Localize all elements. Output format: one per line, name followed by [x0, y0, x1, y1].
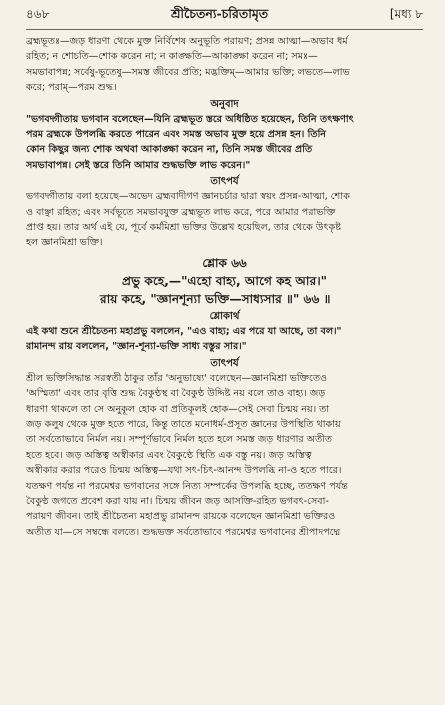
synonyms-line: সমভাবাপন্ন; সর্বেষু-ভূতেষু—সমস্ত জীবের প্রতি; মদ্ভক্তিম্—আমার ভক্তি; লভতে—লাভ [26, 66, 350, 78]
tatparya2-line: ধারণা থাকলে তা সে অনুকূল হোক বা প্রতিকূলই হোক—সেই সেবা চিন্ময় নয়। তা [26, 403, 330, 415]
tatparya-line: হল জ্ঞানমিশ্রা ভক্তি। [26, 237, 103, 249]
tatparya2-line: তা সর্বতোভাবে নির্মল নয়। সম্পূর্ণভাবে নির্মল হতে হলে সমস্ত জড় ধারণার অতীত [26, 434, 333, 446]
tatparya-line: প্রাপ্ত হয়। তার অর্থ এই যে, পূর্বে কর্মমিশ্রা ভক্তির উল্লেখ হয়েছিল, তার থেকে উৎকৃষ্ট [26, 222, 341, 234]
tatparya2-line: জড় কলুষ থেকে মুক্ত হতে পারে, কিন্তু তাতে মনোধর্ম-প্রসূত জ্ঞানের উপস্থিতি থাকায় [26, 418, 341, 430]
tatparya-heading: তাৎপর্য [210, 176, 239, 188]
anubad-line: "ভগবদ্গীতায় ভগবান বলেছেন—যিনি ব্রহ্মভূত স্তরে অধিষ্ঠিত হয়েছেন, তিনি তৎক্ষণাৎ [26, 113, 354, 125]
page-header [26, 6, 423, 30]
tatparya2-line: বৈকুণ্ঠ জগতে প্রবেশ করা যায় না। চিন্ময় জীবন জড় আসক্তি-রহিত ভগবৎ-সেবা- [26, 495, 329, 507]
tatparya2-line: শ্রীল ভক্তিসিদ্ধান্ত সরস্বতী ঠাকুর তাঁর 'অনুভাষ্যে' বলেছেন—জ্ঞানমিশ্রা ভক্তিতেও [26, 372, 328, 384]
synonyms-block [26, 34, 423, 96]
synonyms-line: করে; পরাম্—পরম শুদ্ধ। [26, 82, 117, 94]
anubad-block [26, 112, 423, 174]
tatparya2-line: হতে হবে। জড় অস্তিত্ব অস্বীকার এবং বৈকুণ্ঠে স্থিতি এক বস্তু নয়। জড় অস্তিত্ব [26, 449, 312, 461]
shloka-heading: শ্লোক ৬৬ [202, 255, 247, 270]
tatparya2-line: অতীত যা—সে সম্বন্ধে বলতে। শুদ্ধভক্ত সর্বতোভাবে পরমেশ্বর ভগবানের শ্রীপাদপদ্মে [26, 526, 341, 538]
tatparya2-line: পরায়ণ জীবন। তাই শ্রীচৈতন্য মহাপ্রভু রামানন্দ রায়কে বলেছেন জ্ঞানমিশ্রা ভক্তিরও [26, 511, 336, 523]
tatparya-block-2 [26, 371, 423, 540]
chapter-label: [মধ্য ৮ [389, 7, 423, 21]
shlokartha-line: এই কথা শুনে শ্রীচৈতন্য মহাপ্রভু বললেন, "এও বাহ্য; এর পরে যা আছে, তা বল।" [26, 325, 342, 337]
shlokartha-block [26, 324, 423, 355]
anubad-line: পরম ব্রহ্মকে উপলব্ধি করতে পারেন এবং সমস্ত অভাব মুক্ত হয়ে প্রসন্ন হন। তিনি [26, 129, 327, 141]
shlokartha-line: রামানন্দ রায় বললেন, "জ্ঞান-শূন্যা-ভক্তি সাধ্য বস্তুর সার।" [26, 341, 247, 353]
anubad-line: সমভাবাপন্ন। সেই স্তরে তিনি আমার শুদ্ধভক্তি লাভ করেন।" [26, 159, 251, 171]
synonyms-line: রহিত; ন শোচতি—শোক করেন না; ন কাঙ্ক্ষতি—আকাঙ্ক্ষা করেন না; সমঃ— [26, 51, 318, 63]
tatparya2-line: অস্বীকার করার পরেও চিন্ময় অস্তিত্ব—যথা সৎ-চিৎ-আনন্দ উপলব্ধি না-ও হতে পারে। [26, 465, 342, 477]
book-title: শ্রীচৈতন্য-চরিতামৃত [171, 6, 269, 21]
tatparya-line: ভগবদ্গীতায় বলা হয়েছে—অভেদ ব্রহ্মবাদীগণ জ্ঞানচর্চার দ্বারা স্বয়ং প্রসন্ন-আত্মা, শোক [26, 191, 350, 203]
tatparya-heading-2: তাৎপর্য [210, 357, 239, 369]
tatparya-block-1 [26, 189, 423, 251]
tatparya-line: ও বাঞ্ছা রহিত; এবং সর্বভূতে সমভাবযুক্ত ব্রহ্মভূত লাভ করে, পরে আমার পরাভক্তি [26, 206, 336, 218]
verse-line-1: প্রভু কহে,—"এহো বাহ্য, আগে কহ আর।" [122, 273, 328, 288]
synonyms-line: ব্রহ্মভূতঃ—জড় ধারণা থেকে মুক্ত নির্বিশেষ অনুভূতি পরায়ণ; প্রসন্ন আত্মা—অভাব ধর্ম [26, 36, 348, 47]
shlokartha-heading: শ্লোকার্থ [209, 310, 240, 322]
page-number: ৪৬৮ [26, 7, 50, 21]
tatparya2-line: 'অস্মিতা' এবং তার বৃত্তি শুদ্ধ বৈকুণ্ঠস্থ বা বৈকুণ্ঠ উদ্দিষ্ট নয় বলে তাও বাহ্য। জড় [26, 388, 326, 400]
verse-line-2: রায় কহে, "জ্ঞানশূন্যা ভক্তি—সাধ্যসার ॥" ৬৬ ॥ [100, 291, 331, 306]
anubad-heading: অনুবাদ [210, 98, 239, 110]
anubad-line: কোন কিছুর জন্য শোক অথবা আকাঙ্ক্ষা করেন না, তিনি সমস্ত জীবের প্রতি [26, 144, 313, 156]
tatparya2-line: যতক্ষণ পর্যন্ত না পরমেশ্বর ভগবানের সঙ্গে নিত্য সম্পর্কের উপলব্ধি হচ্ছে, ততক্ষণ পর্যন্ত [26, 480, 348, 492]
